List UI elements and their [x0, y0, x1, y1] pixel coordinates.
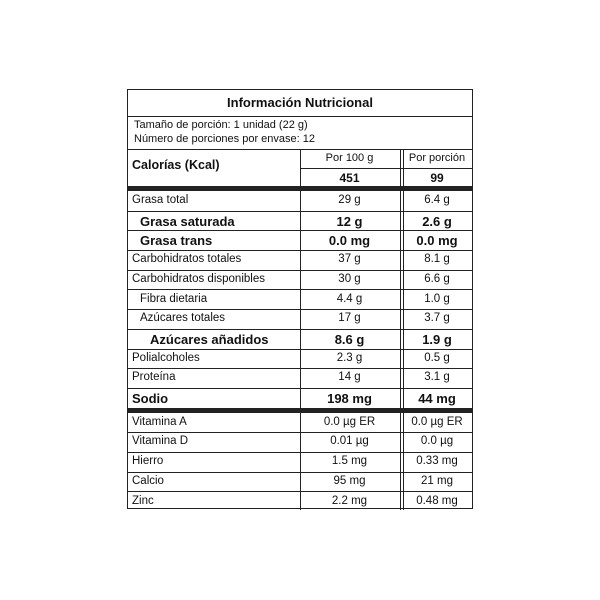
nutrient-perportion: 2.6 g — [422, 213, 452, 229]
row-divider — [128, 432, 472, 433]
nutrient-perportion: 3.1 g — [424, 371, 450, 384]
vitamin-perportion: 0.0 µg — [420, 435, 454, 448]
row-divider — [128, 270, 472, 271]
nutrient-label: Fibra dietaria — [140, 292, 208, 305]
nutrient-per100: 17 g — [338, 312, 361, 325]
nutrient-perportion: 6.6 g — [424, 272, 450, 285]
nutrient-label: Grasa saturada — [140, 213, 235, 229]
row-divider — [128, 472, 472, 473]
row-divider — [128, 329, 472, 330]
row-divider — [128, 211, 472, 212]
nutrient-per100: 4.4 g — [336, 292, 363, 305]
row-divider — [128, 230, 472, 231]
nutrition-facts-panel — [127, 89, 473, 509]
nutrient-per100: 2.3 g — [336, 351, 363, 364]
col-header-perportion: Por porción — [408, 152, 466, 164]
vitamin-label: Hierro — [132, 455, 164, 468]
nutrient-label: Grasa trans — [140, 233, 213, 249]
vitamin-perportion: 21 mg — [421, 474, 453, 487]
row-divider — [128, 491, 472, 492]
nutrient-perportion: 44 mg — [418, 391, 456, 406]
nutrient-per100: 12 g — [336, 213, 363, 229]
nutrient-label: Proteína — [132, 371, 176, 384]
nutrient-label: Grasa total — [132, 194, 189, 206]
nutrient-per100: 8.6 g — [334, 331, 365, 347]
row-divider — [128, 349, 472, 350]
row-divider — [128, 452, 472, 453]
serving-info — [134, 118, 315, 146]
nutrient-label: Sodio — [132, 391, 169, 406]
vitamin-per100: 1.5 mg — [331, 455, 368, 468]
row-divider — [128, 289, 472, 290]
nutrient-label: Carbohidratos disponibles — [132, 272, 265, 285]
vitamin-per100: 95 mg — [333, 474, 366, 487]
vitamin-perportion: 0.48 mg — [416, 494, 458, 507]
vitamin-label: Vitamina D — [132, 435, 189, 448]
calories-label: Calorías (Kcal) — [132, 158, 220, 172]
divider — [301, 168, 472, 169]
nutrient-perportion: 6.4 g — [424, 194, 450, 206]
nutrient-label: Polialcoholes — [132, 351, 200, 364]
calories-perportion: 99 — [430, 171, 444, 185]
nutrient-per100: 0.0 mg — [328, 233, 371, 249]
row-divider — [128, 368, 472, 369]
vitamin-perportion: 0.0 µg ER — [411, 415, 463, 428]
nutrient-label: Azúcares añadidos — [150, 331, 269, 347]
thick-divider — [128, 408, 472, 413]
nutrient-perportion: 0.0 mg — [416, 233, 458, 249]
nutrient-perportion: 1.9 g — [422, 331, 452, 347]
vitamin-per100: 2.2 mg — [331, 494, 368, 507]
nutrient-per100: 37 g — [338, 253, 361, 266]
vitamin-label: Zinc — [132, 494, 154, 507]
nutrient-perportion: 0.5 g — [424, 351, 450, 364]
nutrient-per100: 29 g — [338, 194, 361, 206]
vitamin-perportion: 0.33 mg — [416, 455, 458, 468]
row-divider — [128, 250, 472, 251]
vitamin-per100: 0.0 µg ER — [323, 415, 376, 428]
col-header-per100: Por 100 g — [325, 152, 374, 164]
calories-per100: 451 — [339, 171, 360, 185]
nutrient-per100: 14 g — [338, 371, 361, 384]
nutrient-label: Carbohidratos totales — [132, 253, 242, 266]
vitamin-label: Vitamina A — [132, 415, 187, 428]
nutrient-perportion: 8.1 g — [424, 253, 450, 266]
serving-size: Tamaño de porción: 1 unidad (22 g) — [134, 119, 308, 131]
row-divider — [128, 309, 472, 310]
panel-title: Información Nutricional — [128, 90, 472, 117]
row-divider — [128, 388, 472, 389]
servings-per-container: Número de porciones por envase: 12 — [134, 133, 315, 145]
nutrient-perportion: 1.0 g — [424, 292, 450, 305]
nutrient-per100: 30 g — [338, 272, 361, 285]
nutrient-perportion: 3.7 g — [424, 312, 450, 325]
vitamin-per100: 0.01 µg — [330, 435, 369, 448]
vitamin-label: Calcio — [132, 474, 164, 487]
nutrient-per100: 198 mg — [327, 391, 372, 406]
nutrient-label: Azúcares totales — [140, 312, 226, 325]
